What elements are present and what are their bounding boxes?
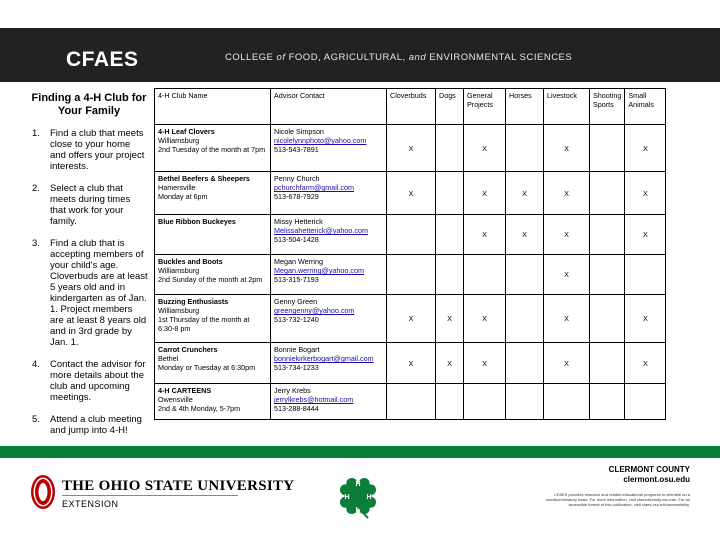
- offering-mark: [544, 384, 590, 420]
- offering-mark: [590, 125, 625, 172]
- club-name: Carrot Crunchers: [158, 345, 218, 354]
- club-detail: Williamsburg: [158, 306, 200, 315]
- advisor-name: Missy Hetterick: [274, 217, 323, 226]
- advisor-phone: 513-734-1233: [274, 363, 319, 372]
- table-row: [155, 255, 666, 295]
- svg-text:H: H: [366, 494, 372, 501]
- club-detail: 1st Thursday of the month at 6:30-8 pm: [158, 315, 250, 333]
- column-header: Advisor Contact: [271, 89, 387, 125]
- step-item: [30, 128, 148, 172]
- college-title-part: ENVIRONMENTAL SCIENCES: [426, 52, 573, 63]
- table-row: [155, 215, 666, 255]
- step-number: 5.: [32, 414, 40, 425]
- column-header: General Projects: [464, 89, 506, 125]
- offering-mark: [387, 215, 436, 255]
- advisor-cell: [271, 384, 387, 420]
- step-item: [30, 414, 148, 436]
- column-header: Cloverbuds: [387, 89, 436, 125]
- club-cell: [155, 125, 271, 172]
- footer-accent-bar: [0, 446, 720, 458]
- university-name: THE OHIO STATE UNIVERSITY: [62, 478, 295, 494]
- offering-mark: X: [387, 295, 436, 343]
- offering-mark: [436, 384, 464, 420]
- svg-text:H: H: [344, 494, 350, 501]
- steps-list: [30, 128, 148, 436]
- club-cell: [155, 255, 271, 295]
- advisor-email-link[interactable]: jerrylkrebs@hotmail.com: [274, 395, 354, 404]
- osu-block-o-icon: [30, 474, 56, 510]
- offering-mark: X: [625, 125, 666, 172]
- advisor-email-link[interactable]: nicolelynnphoto@yahoo.com: [274, 136, 367, 145]
- advisor-phone: 513-288-8444: [274, 404, 319, 413]
- step-number: 4.: [32, 359, 40, 370]
- offering-mark: X: [436, 343, 464, 384]
- table-row: [155, 125, 666, 172]
- step-item: [30, 183, 148, 227]
- offering-mark: X: [506, 215, 544, 255]
- advisor-email-link[interactable]: greengenny@yahoo.com: [274, 306, 355, 315]
- club-detail: Owensville: [158, 395, 193, 404]
- club-detail: Williamsburg: [158, 136, 200, 145]
- county-name: CLERMONT COUNTY: [608, 465, 690, 474]
- advisor-cell: [271, 295, 387, 343]
- advisor-cell: [271, 343, 387, 384]
- club-name: 4-H CARTEENS: [158, 386, 212, 395]
- offering-mark: [464, 255, 506, 295]
- club-cell: [155, 172, 271, 215]
- offering-mark: X: [625, 295, 666, 343]
- offering-mark: [506, 255, 544, 295]
- advisor-phone: 513-504-1428: [274, 235, 319, 244]
- college-title-part: and: [408, 52, 427, 63]
- column-header: 4-H Club Name: [155, 89, 271, 125]
- club-cell: [155, 343, 271, 384]
- club-detail: 2nd Sunday of the month at 2pm: [158, 275, 263, 284]
- club-cell: [155, 215, 271, 255]
- offering-mark: [590, 215, 625, 255]
- svg-text:H: H: [355, 507, 361, 514]
- offering-mark: X: [464, 343, 506, 384]
- column-header: Shooting Sports: [590, 89, 625, 125]
- offering-mark: [590, 343, 625, 384]
- advisor-name: Penny Church: [274, 174, 320, 183]
- college-title-part: COLLEGE: [225, 52, 277, 63]
- club-cell: [155, 384, 271, 420]
- column-header: Livestock: [544, 89, 590, 125]
- club-detail: Williamsburg: [158, 266, 200, 275]
- club-name: Blue Ribbon Buckeyes: [158, 217, 236, 226]
- advisor-cell: [271, 255, 387, 295]
- county-website[interactable]: clermont.osu.edu: [623, 475, 690, 484]
- club-name: 4-H Leaf Clovers: [158, 127, 215, 136]
- offering-mark: [506, 343, 544, 384]
- table-row: [155, 343, 666, 384]
- offering-mark: [590, 384, 625, 420]
- advisor-name: Megan Werring: [274, 257, 324, 266]
- offering-mark: [625, 384, 666, 420]
- offering-mark: X: [625, 215, 666, 255]
- advisor-cell: [271, 215, 387, 255]
- club-detail: Monday at 6pm: [158, 192, 208, 201]
- offering-mark: [436, 215, 464, 255]
- advisor-phone: 513-678-7929: [274, 192, 319, 201]
- offering-mark: X: [464, 295, 506, 343]
- offering-mark: [464, 384, 506, 420]
- club-name: Buckles and Boots: [158, 257, 223, 266]
- offering-mark: X: [544, 172, 590, 215]
- advisor-cell: [271, 125, 387, 172]
- step-text: Find a club that meets close to your home and offers your project interests.: [50, 128, 145, 172]
- step-text: Contact the advisor for more details about the club and upcoming meetings.: [50, 359, 146, 403]
- offering-mark: [436, 172, 464, 215]
- column-header: Horses: [506, 89, 544, 125]
- offering-mark: X: [544, 125, 590, 172]
- step-text: Select a club that meets during times that work for your family.: [50, 183, 131, 227]
- offering-mark: [436, 255, 464, 295]
- nondiscrimination-statement: CFAES provides research and related educational programs to clientele on a nondiscriminatory basis. For more information, visit cfaesdiversity.osu.edu. For an accessible format of this publication, visit cfaes.osu.edu/accessibility.: [545, 492, 690, 507]
- step-item: [30, 359, 148, 403]
- offering-mark: X: [544, 295, 590, 343]
- offering-mark: [506, 384, 544, 420]
- advisor-email-link[interactable]: pchurchfarm@gmail.com: [274, 183, 354, 192]
- extension-label: EXTENSION: [62, 499, 119, 509]
- offering-mark: [590, 172, 625, 215]
- offering-mark: X: [387, 172, 436, 215]
- offering-mark: [590, 255, 625, 295]
- advisor-email-link[interactable]: Melissahetterick@yahoo.com: [274, 226, 368, 235]
- college-title-part: FOOD, AGRICULTURAL,: [285, 52, 409, 63]
- offering-mark: X: [436, 295, 464, 343]
- clubs-table: [154, 88, 666, 420]
- advisor-name: Jerry Krebs: [274, 386, 311, 395]
- offering-mark: X: [544, 255, 590, 295]
- offering-mark: X: [387, 343, 436, 384]
- offering-mark: [436, 125, 464, 172]
- college-title-part: of: [276, 52, 286, 63]
- offering-mark: [506, 125, 544, 172]
- steps-title: Finding a 4-H Club for Your Family: [31, 92, 147, 117]
- step-number: 2.: [32, 183, 40, 194]
- advisor-name: Nicole Simpson: [274, 127, 324, 136]
- offering-mark: X: [544, 215, 590, 255]
- offering-mark: X: [625, 172, 666, 215]
- offering-mark: X: [387, 125, 436, 172]
- advisor-email-link[interactable]: bonniekirkerbogart@gmail.com: [274, 354, 374, 363]
- step-number: 1.: [32, 128, 40, 139]
- advisor-name: Bonnie Bogart: [274, 345, 320, 354]
- advisor-phone: 513-543-7891: [274, 145, 319, 154]
- offering-mark: X: [625, 343, 666, 384]
- 4h-clover-icon: [336, 474, 380, 520]
- advisor-cell: [271, 172, 387, 215]
- step-text: Find a club that is accepting members of your child's age. Cloverbuds are at least 5 years old and in kindergarten as of Jan. 1. Project members are at least 8 years old and in 3rd grade by Jan. 1.: [50, 238, 148, 348]
- club-detail: Hamersville: [158, 183, 196, 192]
- divider: [62, 495, 238, 496]
- step-item: [30, 238, 148, 348]
- steps-panel: [30, 92, 148, 447]
- column-header: Small Animals: [625, 89, 666, 125]
- offering-mark: X: [464, 172, 506, 215]
- advisor-email-link[interactable]: Megan.werring@yahoo.com: [274, 266, 364, 275]
- cfaes-logo: CFAES: [66, 48, 139, 71]
- offering-mark: [625, 255, 666, 295]
- offering-mark: [387, 384, 436, 420]
- club-cell: [155, 295, 271, 343]
- club-detail: Bethel: [158, 354, 179, 363]
- offering-mark: X: [464, 215, 506, 255]
- offering-mark: [387, 255, 436, 295]
- table-row: [155, 384, 666, 420]
- column-header: Dogs: [436, 89, 464, 125]
- advisor-phone: 513-315-7193: [274, 275, 319, 284]
- offering-mark: X: [464, 125, 506, 172]
- club-detail: 2nd Tuesday of the month at 7pm: [158, 145, 266, 154]
- table-row: [155, 295, 666, 343]
- step-number: 3.: [32, 238, 40, 249]
- club-detail: Monday or Tuesday at 6:30pm: [158, 363, 256, 372]
- offering-mark: X: [544, 343, 590, 384]
- club-name: Bethel Beefers & Sheepers: [158, 174, 250, 183]
- offering-mark: [506, 295, 544, 343]
- club-name: Buzzing Enthusiasts: [158, 297, 229, 306]
- offering-mark: X: [506, 172, 544, 215]
- table-row: [155, 172, 666, 215]
- offering-mark: [590, 295, 625, 343]
- svg-text:H: H: [355, 481, 361, 488]
- advisor-phone: 513-732-1240: [274, 315, 319, 324]
- college-title: [225, 52, 572, 63]
- table-body: [155, 125, 666, 420]
- club-detail: 2nd & 4th Monday, 5-7pm: [158, 404, 241, 413]
- table-header-row: [155, 89, 666, 125]
- step-text: Attend a club meeting and jump into 4-H!: [50, 414, 142, 436]
- county-info: [609, 465, 690, 485]
- advisor-name: Genny Green: [274, 297, 318, 306]
